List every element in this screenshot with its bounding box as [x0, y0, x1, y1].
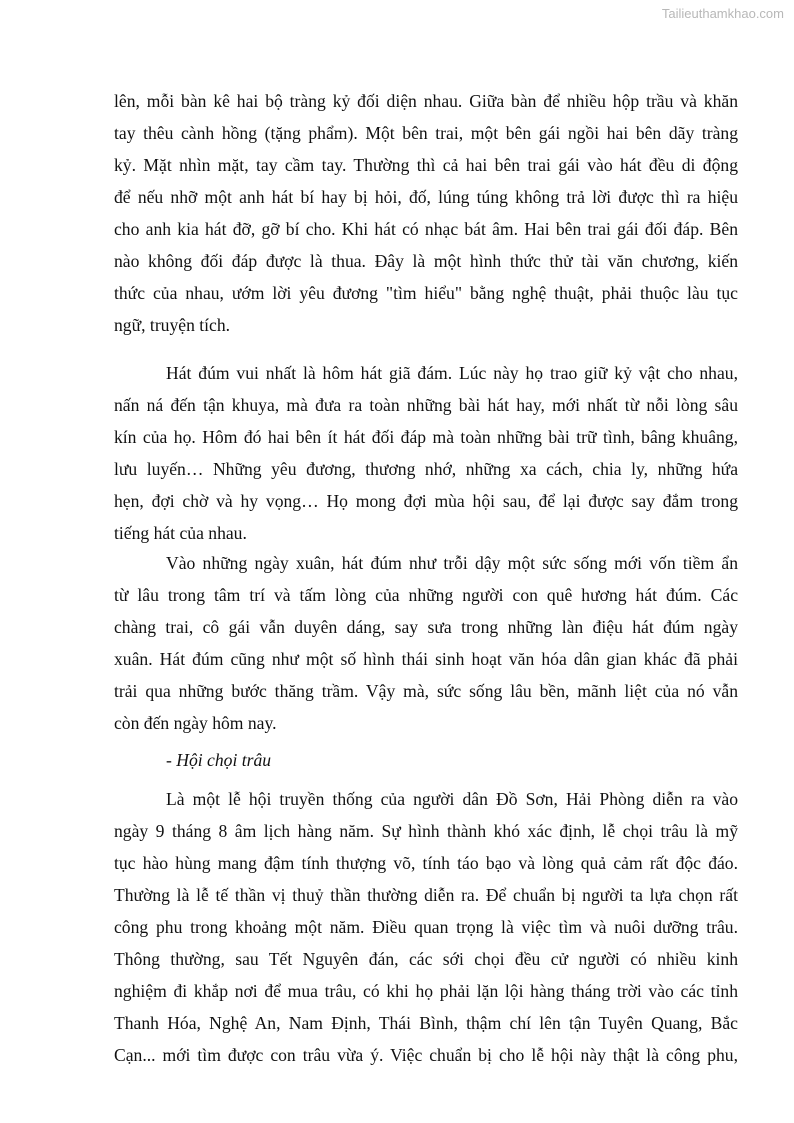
text-line: tục hào hùng mang đậm tính thượng võ, tính táo bạo và lòng quả cảm rất độc đáo.: [114, 853, 738, 873]
text-line: ngày 9 tháng 8 âm lịch hàng năm. Sự hình thành khó xác định, lễ chọi trâu là mỹ: [114, 821, 738, 841]
watermark: Tailieuthamkhao.com: [661, 6, 784, 21]
text-line: tay thêu cành hồng (tặng phẩm). Một bên trai, một bên gái ngồi hai bên dãy tràng: [114, 123, 738, 143]
text-line: công phu trong khoảng một năm. Điều quan trọng là việc tìm và nuôi dưỡng trâu.: [114, 917, 738, 937]
text-line: lên, mỗi bàn kê hai bộ tràng kỷ đối diện nhau. Giữa bàn để nhiều hộp trầu và khăn: [114, 91, 738, 111]
paragraph-1: [114, 85, 738, 341]
text-line: xuân. Hát đúm cũng như một số hình thái sinh hoạt văn hóa dân gian khác đã phải: [114, 649, 738, 669]
paragraph-4: [114, 783, 738, 1071]
text-line: kỷ. Mặt nhìn mặt, tay cầm tay. Thường thì cả hai bên trai gái vào hát đều di động: [114, 155, 738, 175]
text-line: kín của họ. Hôm đó hai bên ít hát đối đáp mà toàn những bài trữ tình, bâng khuâng,: [114, 427, 738, 447]
text-line: ngữ, truyện tích.: [114, 315, 231, 335]
text-line: cho anh kia hát đỡ, gỡ bí cho. Khi hát có nhạc bát âm. Hai bên trai gái đối đáp. Bên: [114, 219, 738, 239]
text-line: lưu luyến… Những yêu đương, thương nhớ, những xa cách, chia ly, những hứa: [114, 459, 738, 479]
text-line: tiếng hát của nhau.: [114, 523, 247, 543]
text-line: Thường là lễ tế thần vị thuỷ thần thường diễn ra. Để chuẩn bị người ta lựa chọn rất: [114, 885, 738, 905]
text-line: Thông thường, sau Tết Nguyên đán, các sới chọi đều cử người có nhiều kinh: [114, 949, 738, 969]
text-line: Vào những ngày xuân, hát đúm như trỗi dậy một sức sống mới vốn tiềm ẩn: [166, 553, 738, 573]
text-line: hẹn, đợi chờ và hy vọng… Họ mong đợi mùa hội sau, để lại được say đắm trong: [114, 491, 738, 511]
section-heading: - Hội chọi trâu: [166, 750, 272, 770]
text-line: nào không đối đáp được là thua. Đây là một hình thức thử tài văn chương, kiến: [114, 251, 738, 271]
text-line: nghiệm đi khắp nơi để mua trâu, có khi họ phải lặn lội hàng tháng trời vào các tỉnh: [114, 981, 738, 1001]
text-line: Cạn... mới tìm được con trâu vừa ý. Việc chuẩn bị cho lễ hội này thật là công phu,: [114, 1045, 738, 1065]
text-line: để nếu nhỡ một anh hát bí hay bị hỏi, đố, lúng túng không trả lời được thì ra hiệu: [114, 187, 738, 207]
text-line: chàng trai, cô gái vẫn duyên dáng, say sưa trong những làn điệu hát đúm ngày: [114, 617, 738, 637]
text-line: còn đến ngày hôm nay.: [114, 713, 277, 733]
text-line: Hát đúm vui nhất là hôm hát giã đám. Lúc này họ trao giữ kỷ vật cho nhau,: [166, 363, 738, 383]
paragraph-3: [114, 547, 738, 739]
text-line: nấn ná đến tận khuya, mà đưa ra toàn những bài hát hay, mới nhất từ nỗi lòng sâu: [114, 395, 738, 415]
text-line: từ lâu trong tâm trí và tấm lòng của những người con quê hương hát đúm. Các: [114, 585, 738, 605]
text-line: Thanh Hóa, Nghệ An, Nam Định, Thái Bình, thậm chí lên tận Tuyên Quang, Bắc: [114, 1013, 738, 1033]
text-line: thức của nhau, ướm lời yêu đương "tìm hiểu" bằng nghệ thuật, phải thuộc làu tục: [114, 283, 738, 303]
text-line: trải qua những bước thăng trầm. Vậy mà, sức sống lâu bền, mãnh liệt của nó vẫn: [114, 681, 738, 701]
paragraph-2: [114, 357, 738, 549]
text-line: Là một lễ hội truyền thống của người dân Đồ Sơn, Hải Phòng diễn ra vào: [166, 789, 738, 809]
